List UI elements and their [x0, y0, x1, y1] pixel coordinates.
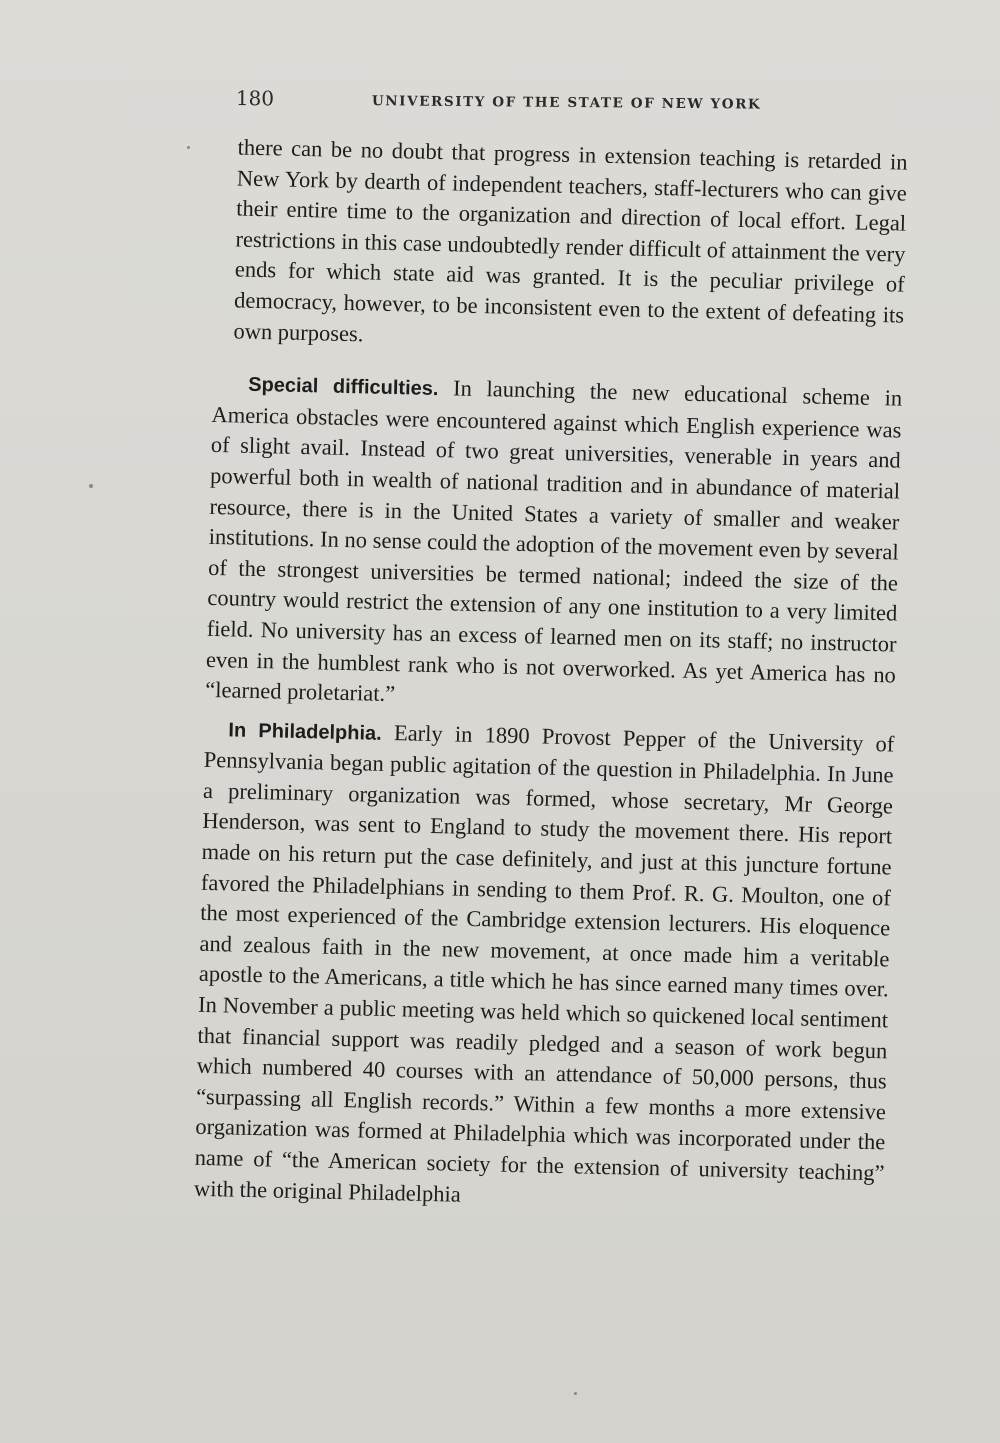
page-number: 180	[235, 86, 275, 111]
sidehead-special-difficulties: Special difficulties.	[248, 373, 439, 401]
paragraph-2-text: In launching the new educational scheme in America obstacles were encountered against which English experience was of slight avail. Instead of two great universities, venerable in years and powerful both in wealth of national tradition and in abundance of material resource, there is in the United States a variety of smaller and weaker institutions. In no sense could the adoption of the movement even by several of the strongest universities be termed national; indeed the size of the country would restrict the extension of any one institution to a very limited field. No university has an excess of learned men on its staff; no instructor even in the humblest rank who is not overworked. As yet America has no “learned proletariat.”	[205, 375, 903, 707]
paragraph-3	[194, 714, 895, 1220]
body-text	[194, 132, 908, 1220]
paragraph-1-text: there can be no doubt that progress in extension teaching is retarded in New York by dearth of independent teachers, staff-lecturers who can give their entire time to the organization and direction of local effort. Legal restrictions in this case undoubtedly render difficult of attainment the very ends for which state aid was granted. It is the peculiar privilege of democracy, however, to be inconsistent even to the extent of defeating its own purposes.	[233, 134, 908, 346]
paper-speck	[89, 484, 93, 488]
paper-speck	[574, 1392, 577, 1395]
paper-speck	[187, 146, 190, 149]
paragraph-2	[205, 368, 902, 721]
running-head: UNIVERSITY OF THE STATE OF NEW YORK	[371, 93, 762, 113]
paragraph-1	[213, 132, 908, 362]
page-header	[236, 86, 796, 121]
sidehead-in-philadelphia: In Philadelphia.	[228, 719, 382, 745]
paragraph-3-text: Early in 1890 Provost Pepper of the University of Pennsylvania began public agitation of the question in Philadelphia. In June a preliminary organization was formed, whose secretary, Mr George Henderson, was sent to England to study the movement there. His report made on his return put the case definitely, and just at this juncture fortune favored the Philadelphians in sending to them Prof. R. G. Moulton, one of the most experienced of the Cambridge extension lecturers. His eloquence and zealous faith in the new movement, at once made him a veritable apostle to the Americans, a title which he has since earned many times over. In November a public meeting was held which so quickened local sentiment that financial support was readily pledged and a season of work begun which numbered 40 courses with an attendance of 50,000 persons, thus “surpassing all English records.” Within a few months a more extensive organization was formed at Philadelphia which was incorporated under the name of “the American society for the extension of university teaching” with the original Philadelphia	[193, 719, 895, 1207]
